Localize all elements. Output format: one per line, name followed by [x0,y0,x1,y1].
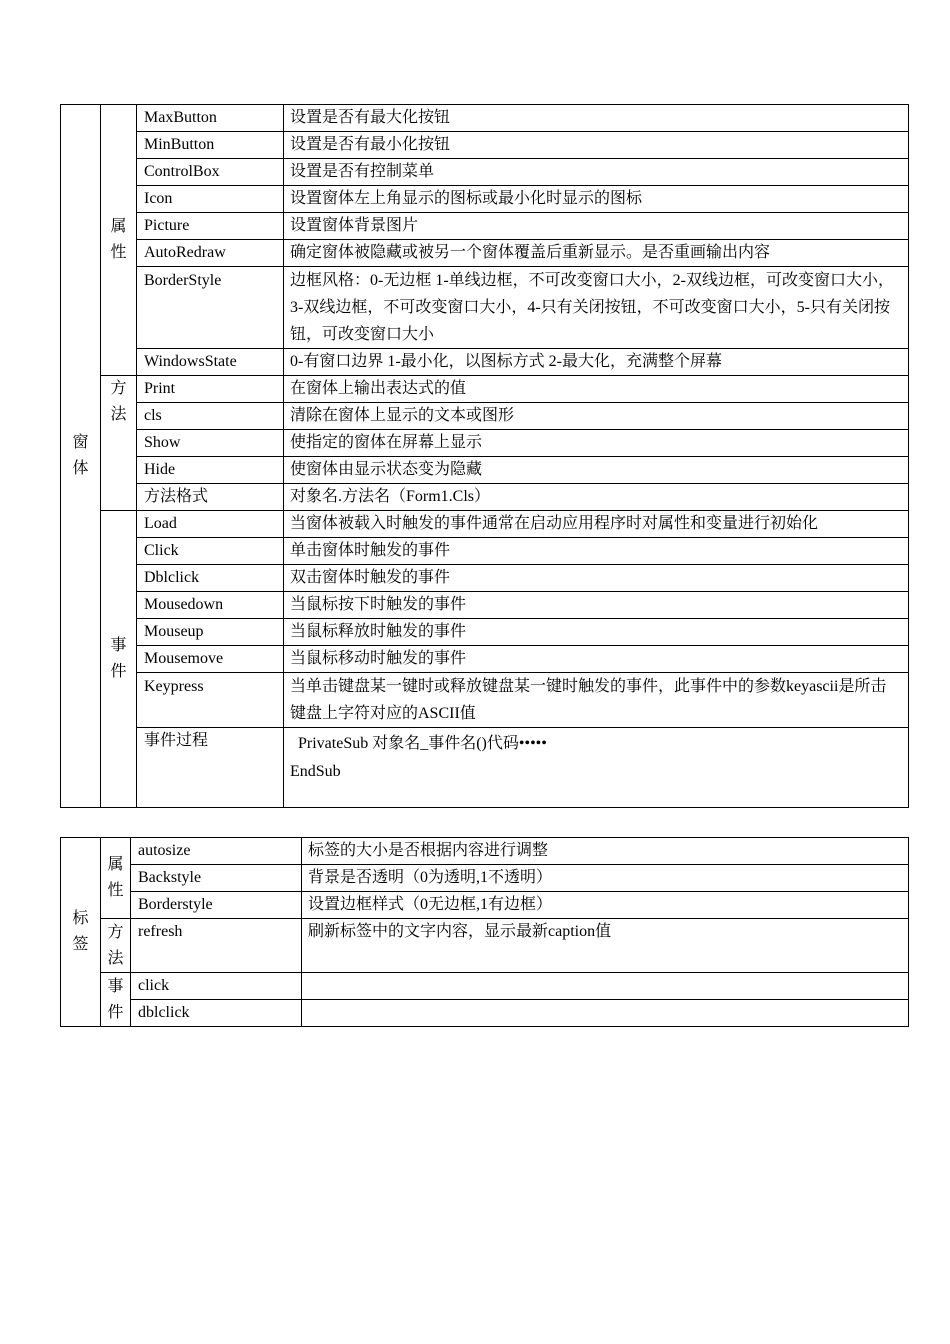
property-name: Borderstyle [131,892,302,919]
property-desc: 设置是否有最小化按钮 [284,132,909,159]
event-name: Load [137,511,284,538]
method-name: Show [137,430,284,457]
label-events-group: 事 件 [101,973,131,1027]
property-name: MinButton [137,132,284,159]
method-name: Hide [137,457,284,484]
property-desc: 0-有窗口边界 1-最小化，以图标方式 2-最大化，充满整个屏幕 [284,349,909,376]
event-name: Click [137,538,284,565]
event-desc: 当单击键盘某一键时或释放键盘某一键时触发的事件，此事件中的参数keyascii是所击键盘上字符对应的ASCII值 [284,673,909,728]
property-name: WindowsState [137,349,284,376]
property-desc: 边框风格：0-无边框 1-单线边框，不可改变窗口大小，2-双线边框，可改变窗口大小，3-双线边框，不可改变窗口大小，4-只有关闭按钮，不可改变窗口大小，5-只有关闭按钮，可改变窗口大小 [284,267,909,349]
property-desc: 背景是否透明（0为透明,1不透明） [302,865,909,892]
event-name: Mouseup [137,619,284,646]
method-name: 方法格式 [137,484,284,511]
event-desc [302,973,909,1000]
property-desc: 确定窗体被隐藏或被另一个窗体覆盖后重新显示。是否重画输出内容 [284,240,909,267]
form-category-cell: 窗 体 [61,105,101,808]
property-desc: 设置窗体左上角显示的图标或最小化时显示的图标 [284,186,909,213]
label-properties-group: 属 性 [101,838,131,919]
event-desc: 当窗体被载入时触发的事件通常在启动应用程序时对属性和变量进行初始化 [284,511,909,538]
property-name: MaxButton [137,105,284,132]
property-name: BorderStyle [137,267,284,349]
event-name: Dblclick [137,565,284,592]
form-object-table [60,104,909,808]
method-name: Print [137,376,284,403]
event-name: Mousedown [137,592,284,619]
property-name: AutoRedraw [137,240,284,267]
event-desc: 双击窗体时触发的事件 [284,565,909,592]
property-desc: 标签的大小是否根据内容进行调整 [302,838,909,865]
event-desc [302,1000,909,1027]
event-desc: 当鼠标按下时触发的事件 [284,592,909,619]
method-name: cls [137,403,284,430]
form-methods-group: 方 法 [101,376,137,511]
method-desc: 刷新标签中的文字内容，显示最新caption值 [302,919,909,973]
form-events-group: 事 件 [101,511,137,808]
event-procedure-name: 事件过程 [137,728,284,808]
property-name: Icon [137,186,284,213]
event-desc: 单击窗体时触发的事件 [284,538,909,565]
property-desc: 设置是否有控制菜单 [284,159,909,186]
label-object-table [60,837,909,1027]
property-name: ControlBox [137,159,284,186]
property-desc: 设置是否有最大化按钮 [284,105,909,132]
method-desc: 对象名.方法名（Form1.Cls） [284,484,909,511]
property-name: autosize [131,838,302,865]
event-procedure-code [284,728,909,808]
property-desc: 设置窗体背景图片 [284,213,909,240]
event-desc: 当鼠标释放时触发的事件 [284,619,909,646]
event-name: Keypress [137,673,284,728]
method-desc: 清除在窗体上显示的文本或图形 [284,403,909,430]
label-methods-group: 方 法 [101,919,131,973]
event-desc: 当鼠标移动时触发的事件 [284,646,909,673]
event-name: click [131,973,302,1000]
property-name: Picture [137,213,284,240]
method-name: refresh [131,919,302,973]
property-desc: 设置边框样式（0无边框,1有边框） [302,892,909,919]
event-name: Mousemove [137,646,284,673]
event-name: dblclick [131,1000,302,1027]
label-category-cell: 标 签 [61,838,101,1027]
form-properties-group: 属 性 [101,105,137,376]
code-line-1: PrivateSub 对象名_事件名()代码••••• [298,735,547,752]
code-line-2: EndSub [290,763,341,780]
method-desc: 在窗体上输出表达式的值 [284,376,909,403]
method-desc: 使指定的窗体在屏幕上显示 [284,430,909,457]
property-name: Backstyle [131,865,302,892]
method-desc: 使窗体由显示状态变为隐藏 [284,457,909,484]
